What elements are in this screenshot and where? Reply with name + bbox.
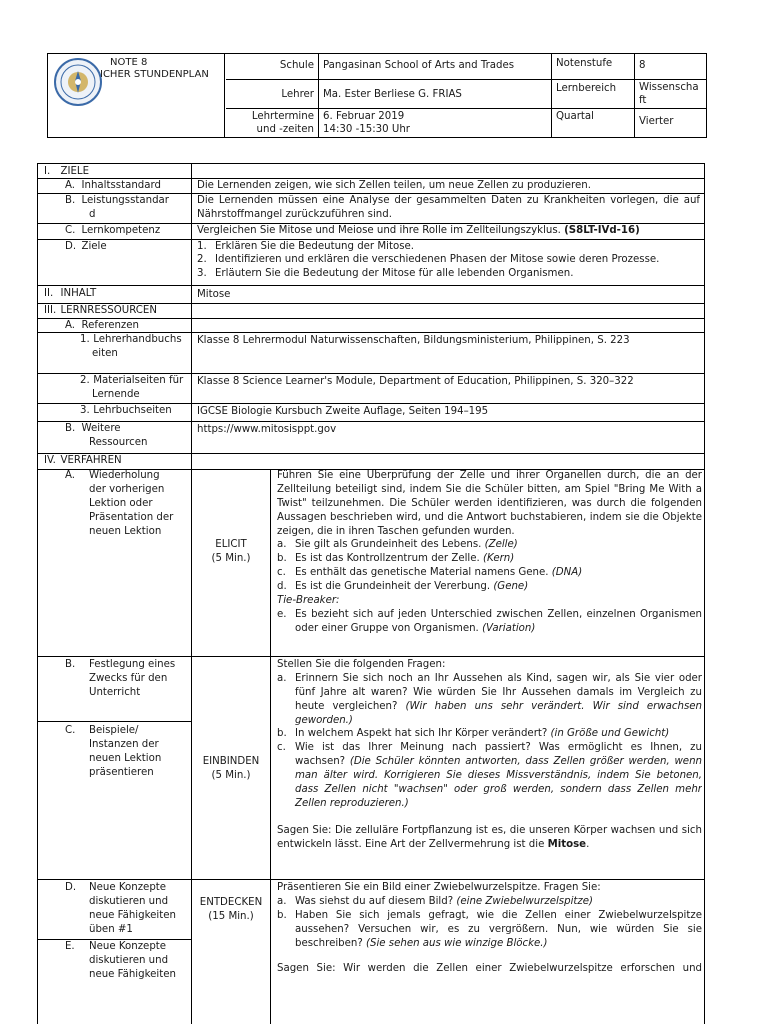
engage-content: Stellen Sie die folgenden Fragen: a. Erinnern Sie sich noch an Ihr Aussehen als Kind, sagen wir, als Sie vier oder fünf Jahre alt waren? Wie würden Sie Ihr Aussehen damals im Vergleich zu heute vergleichen? (Wir haben uns sehr verändert. Wir sind erwachsen geworden.) b. In welchem Aspekt hat sich Ihr Körper verändert? (in Größe und Gewicht) c. Wie ist das Ihrer Meinung nach passiert? Was ermöglicht es Ihnen, zu wachsen? (Die Schüler könnten antworten, dass Zellen größer werden, wenn man älter wird. Korrigieren Sie dieses Missverständnis, indem Sie betonen, dass Zellen nicht "wachsen" oder groß werden, sondern dass Zellen mehr Zellen reproduzieren.) Sagen Sie: Die zelluläre Fortpflanzung ist es, die unseren Körper wachsen und sich entwickeln lässt. Eine Art der Zellvermehrung ist die Mitose.: [277, 659, 702, 850]
explore-item: a. Was siehst du auf diesem Bild? (eine Zwiebelwurzelspitze): [277, 895, 593, 907]
ziele-item: 1. Erklären Sie die Bedeutung der Mitose.: [197, 241, 415, 252]
section-ziele-heading: I. ZIELE: [44, 166, 90, 177]
engage-item: b. In welchem Aspekt hat sich Ihr Körper verändert? (in Größe und Gewicht): [277, 728, 670, 740]
termine-value: 6. Februar 2019 14:30 -15:30 Uhr: [319, 109, 552, 137]
elicit-phase: ELICIT (5 Min.): [211, 539, 251, 564]
verfahren-d-label: D. Neue Konzepte diskutieren und neue Fähigkeiten üben #1: [65, 882, 176, 935]
quartal-value: Vierter: [639, 116, 674, 127]
inhalt-value: Mitose: [197, 289, 231, 300]
section-inhalt-heading: II. INHALT: [44, 288, 97, 299]
termine-label: Lehrtermine und -zeiten: [226, 109, 319, 137]
elicit-item: a. Sie gilt als Grundeinheit des Lebens. (Zelle): [277, 539, 518, 551]
deped-seal-icon: [53, 57, 103, 107]
verfahren-c-label: C. Beispiele/ Instanzen der neuen Lektion präsentieren: [65, 725, 162, 778]
lehrbuchseiten-text: IGCSE Biologie Kursbuch Zweite Auflage, Seiten 194–195: [197, 406, 489, 417]
lernbereich-label: Lernbereich: [552, 80, 635, 109]
materialseiten-text: Klasse 8 Science Learner's Module, Department of Education, Philippinen, S. 320–322: [197, 376, 634, 387]
verfahren-e-label: E. Neue Konzepte diskutieren und neue Fähigkeiten: [65, 941, 176, 980]
engage-say: Sagen Sie: Die zelluläre Fortpflanzung ist es, die unseren Körper wachsen und sich entwickeln lässt. Eine Art der Zellvermehrung ist die Mitose.: [277, 824, 702, 850]
engage-item: c. Wie ist das Ihrer Meinung nach passiert? Was ermöglicht es Ihnen, zu wachsen? (Die Schüler könnten antworten, dass Zellen größer werden, wenn man älter wird. Korrigieren Sie dieses Missverständnis, indem Sie betonen, dass Zellen nicht "wachsen" oder groß werden, sondern dass Zellen mehr Zellen reproduzieren.): [277, 742, 702, 809]
elicit-item: e. Es bezieht sich auf jeden Unterschied zwischen Zellen, einzelnen Organismen oder einer Gruppe von Organismen. (Variation): [277, 608, 702, 634]
elicit-item: d. Es ist die Grundeinheit der Vererbung. (Gene): [277, 581, 529, 592]
weitere-ressourcen-label: B. Weitere Ressourcen: [65, 423, 148, 448]
header-title-cell: [48, 54, 225, 137]
notenstufe-value: 8: [635, 54, 706, 80]
header-plan-title: ICHER STUNDENPLAN: [100, 69, 209, 80]
ziele-list: [197, 240, 702, 280]
quartal-label: Quartal: [552, 109, 635, 137]
competency-code: (S8LT-IVd-16): [564, 225, 640, 236]
materialseiten-label: 2. Materialseiten für Lernende: [80, 375, 184, 400]
lehrerhandbuch-label: 1. Lehrerhandbuchs eiten: [80, 334, 182, 359]
section-ressourcen-heading: III. LERNRESSOURCEN: [44, 305, 157, 316]
inhaltsstandard-text: Die Lernenden zeigen, wie sich Zellen teilen, um neue Zellen zu produzieren.: [197, 180, 591, 191]
lehrer-value: Ma. Ester Berliese G. FRIAS: [319, 80, 552, 109]
elicit-item: b. Es ist das Kontrollzentrum der Zelle. (Kern): [277, 553, 515, 565]
tiebreaker-label: Tie-Breaker:: [277, 594, 340, 606]
weitere-ressourcen-link[interactable]: https://www.mitosisppt.gov: [197, 424, 337, 435]
explore-item: b. Haben Sie sich jemals gefragt, wie die Zellen einer Zwiebelwurzelspitze aussehen? Versuchen wir, es zu vergrößern. Nun, wie würden Sie sie beschreiben? (Sie sehen aus wie winzige Blöcke.): [277, 909, 702, 949]
leistungsstandard-label: B. Leistungsstandar d: [65, 195, 169, 220]
explore-content: Präsentieren Sie ein Bild einer Zwiebelwurzelspitze. Fragen Sie: a. Was siehst du auf diesem Bild? (eine Zwiebelwurzelspitze) b. Haben Sie sich jemals gefragt, wie die Zellen einer Zwiebelwurzelspitze aussehen? Versuchen wir, es zu vergrößern. Nun, wie würden Sie sie beschreiben? (Sie sehen aus wie winzige Blöcke.) Sagen Sie: Wir werden die Zellen einer Zwiebelwurzelspitze erforschen und: [277, 882, 702, 975]
verfahren-a-label: A. Wiederholung der vorherigen Lektion oder Präsentation der neuen Lektion: [65, 470, 174, 537]
header-grade-title: NOTE 8: [110, 57, 148, 68]
engage-item: a. Erinnern Sie sich noch an Ihr Aussehen als Kind, sagen wir, als Sie vier oder fünf Jahre alt waren? Wie würden Sie Ihr Aussehen damals im Vergleich zu heute vergleichen? (Wir haben uns sehr verändert. Wir sind erwachsen geworden.): [277, 672, 702, 726]
schule-value: Pangasinan School of Arts and Trades: [319, 54, 552, 80]
inhaltsstandard-label: A. Inhaltsstandard: [65, 180, 161, 191]
section-verfahren-heading: IV. VERFAHREN: [44, 455, 122, 466]
lernbereich-value: Wissenscha ft: [635, 80, 706, 109]
elicit-item: c. Es enthält das genetische Material namens Gene. (DNA): [277, 567, 583, 579]
lehrerhandbuch-text: Klasse 8 Lehrermodul Naturwissenschaften, Bildungsministerium, Philippinen, S. 223: [197, 335, 630, 346]
schule-label: Schule: [226, 54, 319, 80]
explore-phase: ENTDECKEN (15 Min.): [199, 897, 263, 922]
notenstufe-label: Notenstufe: [552, 54, 635, 80]
engage-phase: EINBINDEN (5 Min.): [202, 756, 260, 781]
header-table: [47, 53, 707, 138]
ziele-item: 3. Erläutern Sie die Bedeutung der Mitose für alle lebenden Organismen.: [197, 267, 574, 279]
lernkompetenz-label: C. Lernkompetenz: [65, 225, 161, 236]
verfahren-b-label: B. Festlegung eines Zwecks für den Unterricht: [65, 659, 176, 698]
explore-say: Sagen Sie: Wir werden die Zellen einer Zwiebelwurzelspitze erforschen und: [277, 963, 702, 975]
elicit-content: Führen Sie eine Überprüfung der Zelle und ihrer Organellen durch, die an der Zellteilung beteiligt sind, indem Sie die Schüler bitten, am Spiel "Bring Me With a Twist" teilzunehmen. Die Schüler werden identifizieren, was durch die folgenden Aussagen beschrieben wird, und die Antwort buchstabieren, indem sie die Objekte zeigen, die in ihren Taschen gefunden wurden. a. Sie gilt als Grundeinheit des Lebens. (Zelle) b. Es ist das Kontrollzentrum der Zelle. (Kern) c. Es enthält das genetische Material namens Gene. (DNA) d. Es ist die Grundeinheit der Vererbung. (Gene) Tie-Breaker: e. Es bezieht sich auf jeden Unterschied zwischen Zellen, einzelnen Organismen oder einer Gruppe von Organismen. (Variation): [277, 470, 702, 634]
referenzen-label: A. Referenzen: [65, 320, 139, 331]
ziele-label: D. Ziele: [65, 241, 107, 252]
lernkompetenz-text: Vergleichen Sie Mitose und Meiose und ihre Rolle im Zellteilungszyklus. (S8LT-IVd-16): [197, 225, 640, 236]
lehrer-label: Lehrer: [226, 80, 319, 109]
ziele-item: 2. Identifizieren und erklären die verschiedenen Phasen der Mitose sowie deren Prozesse.: [197, 254, 660, 266]
lesson-plan-table: [37, 163, 705, 1024]
lehrbuchseiten-label: 3. Lehrbuchseiten: [80, 405, 172, 416]
leistungsstandard-text: Die Lernenden müssen eine Analyse der gesammelten Daten zu Krankheiten vorlegen, die auf Nährstoffmangel zurückzuführen sind.: [197, 195, 700, 220]
